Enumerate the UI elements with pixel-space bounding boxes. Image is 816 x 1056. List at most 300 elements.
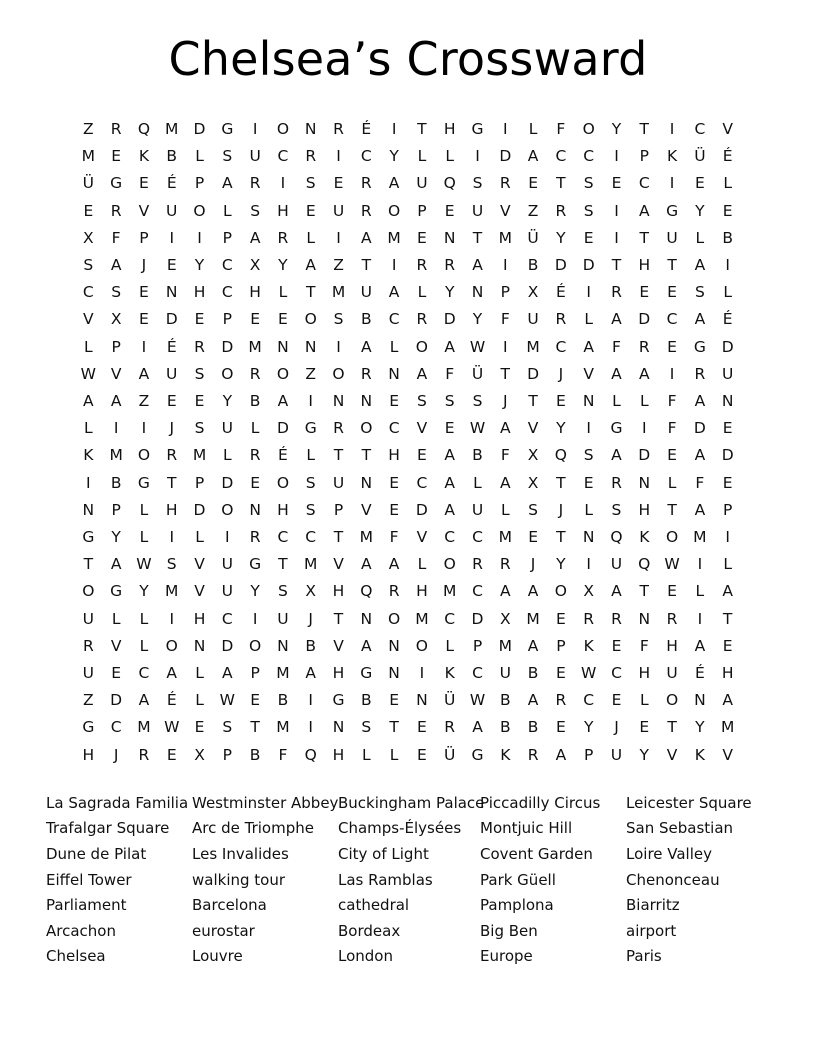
letter-cell[interactable]: A [527, 691, 539, 710]
letter-cell[interactable]: N [721, 392, 734, 411]
letter-cell[interactable]: C [416, 473, 428, 492]
letter-cell[interactable]: R [110, 201, 122, 220]
letter-cell[interactable]: W [469, 337, 486, 356]
letter-cell[interactable]: U [82, 664, 95, 683]
letter-cell[interactable]: U [666, 228, 678, 247]
letter-cell[interactable]: Y [111, 528, 121, 547]
letter-cell[interactable]: I [336, 228, 341, 247]
letter-cell[interactable]: B [305, 636, 317, 655]
letter-cell[interactable]: I [697, 555, 703, 574]
letter-cell[interactable]: D [221, 636, 234, 655]
letter-cell[interactable]: É [166, 174, 177, 193]
letter-cell[interactable]: H [332, 664, 345, 683]
letter-cell[interactable]: D [638, 310, 651, 329]
letter-cell[interactable]: É [555, 283, 566, 302]
letter-cell[interactable]: E [667, 446, 677, 465]
letter-cell[interactable]: P [417, 201, 427, 220]
letter-cell[interactable]: A [138, 364, 150, 383]
letter-cell[interactable]: S [444, 392, 455, 411]
letter-cell[interactable]: O [388, 609, 401, 628]
letter-cell[interactable]: Z [305, 364, 317, 383]
letter-cell[interactable]: I [169, 228, 175, 247]
letter-cell[interactable]: M [248, 337, 262, 356]
letter-cell[interactable]: N [443, 228, 456, 247]
word-list-item[interactable]: City of Light [338, 845, 429, 864]
letter-cell[interactable]: B [472, 446, 483, 465]
letter-cell[interactable]: T [389, 718, 399, 737]
letter-cell[interactable]: E [722, 419, 733, 438]
letter-cell[interactable]: B [527, 718, 539, 737]
letter-cell[interactable]: A [222, 664, 233, 683]
letter-cell[interactable]: A [611, 310, 622, 329]
letter-cell[interactable]: R [583, 609, 595, 628]
letter-cell[interactable]: Q [554, 446, 567, 465]
letter-cell[interactable]: L [361, 745, 371, 764]
letter-cell[interactable]: C [472, 582, 483, 601]
letter-cell[interactable]: I [141, 337, 147, 356]
letter-cell[interactable]: A [555, 745, 567, 764]
letter-cell[interactable]: S [166, 555, 177, 574]
letter-cell[interactable]: G [137, 473, 150, 492]
letter-cell[interactable]: X [583, 582, 594, 601]
letter-cell[interactable]: Z [333, 256, 344, 275]
letter-cell[interactable]: X [305, 582, 317, 601]
letter-cell[interactable]: P [194, 174, 205, 193]
letter-cell[interactable]: T [639, 228, 649, 247]
letter-cell[interactable]: É [722, 310, 733, 329]
letter-cell[interactable]: N [388, 664, 400, 683]
letter-cell[interactable]: N [360, 473, 373, 492]
letter-cell[interactable]: N [638, 473, 651, 492]
letter-cell[interactable]: A [527, 147, 539, 166]
letter-cell[interactable]: J [113, 745, 119, 764]
letter-cell[interactable]: D [443, 310, 456, 329]
letter-cell[interactable]: A [722, 691, 733, 710]
letter-cell[interactable]: S [305, 174, 316, 193]
letter-cell[interactable]: E [528, 174, 538, 193]
letter-cell[interactable]: T [722, 609, 733, 628]
word-list-item[interactable]: Montjuic Hill [480, 819, 573, 838]
letter-cell[interactable]: R [194, 337, 205, 356]
letter-cell[interactable]: C [694, 120, 706, 138]
letter-cell[interactable]: R [249, 174, 261, 193]
letter-cell[interactable]: T [278, 555, 288, 574]
letter-cell[interactable]: J [308, 609, 313, 628]
letter-cell[interactable]: E [555, 609, 566, 628]
letter-cell[interactable]: N [165, 283, 178, 302]
letter-cell[interactable]: U [610, 745, 623, 764]
letter-cell[interactable]: S [194, 364, 205, 383]
letter-cell[interactable]: S [277, 582, 288, 601]
letter-cell[interactable]: D [582, 256, 595, 275]
letter-cell[interactable]: N [582, 528, 595, 547]
letter-cell[interactable]: A [361, 555, 372, 574]
letter-cell[interactable]: N [82, 500, 95, 519]
letter-cell[interactable]: X [527, 283, 539, 302]
letter-cell[interactable]: A [499, 419, 511, 438]
letter-cell[interactable]: V [416, 528, 428, 547]
letter-cell[interactable]: O [582, 120, 595, 138]
letter-cell[interactable]: I [697, 609, 703, 628]
letter-cell[interactable]: P [250, 664, 260, 683]
letter-cell[interactable]: V [83, 310, 94, 329]
letter-cell[interactable]: T [472, 228, 483, 247]
letter-cell[interactable]: T [333, 446, 344, 465]
letter-cell[interactable]: O [304, 310, 317, 329]
letter-cell[interactable]: V [583, 364, 594, 383]
letter-cell[interactable]: T [639, 582, 649, 601]
letter-cell[interactable]: L [389, 337, 399, 356]
letter-cell[interactable]: E [389, 500, 399, 519]
letter-cell[interactable]: E [166, 256, 177, 275]
letter-cell[interactable]: T [166, 473, 177, 492]
letter-cell[interactable]: C [277, 528, 289, 547]
letter-cell[interactable]: H [332, 582, 345, 601]
letter-cell[interactable]: A [166, 664, 178, 683]
letter-cell[interactable]: Y [139, 582, 149, 601]
letter-cell[interactable]: V [722, 745, 733, 764]
letter-cell[interactable]: P [111, 500, 121, 519]
letter-cell[interactable]: L [723, 555, 732, 574]
letter-cell[interactable]: I [308, 392, 313, 411]
letter-cell[interactable]: O [388, 201, 401, 220]
letter-cell[interactable]: N [277, 636, 289, 655]
letter-cell[interactable]: A [361, 636, 372, 655]
letter-cell[interactable]: H [721, 664, 734, 683]
word-list-item[interactable]: Louvre [192, 947, 243, 966]
letter-cell[interactable]: A [222, 174, 233, 193]
letter-cell[interactable]: K [500, 745, 511, 764]
letter-cell[interactable]: B [360, 691, 372, 710]
letter-cell[interactable]: R [305, 147, 317, 166]
letter-cell[interactable]: S [583, 446, 594, 465]
word-list-item[interactable]: Leicester Square [626, 793, 752, 812]
letter-cell[interactable]: A [694, 392, 706, 411]
letter-cell[interactable]: Ü [444, 745, 456, 764]
letter-cell[interactable]: Y [695, 718, 705, 737]
letter-cell[interactable]: E [250, 691, 261, 710]
letter-cell[interactable]: C [221, 283, 233, 302]
letter-cell[interactable]: U [721, 364, 734, 383]
letter-cell[interactable]: X [249, 256, 261, 275]
letter-cell[interactable]: R [666, 609, 678, 628]
letter-cell[interactable]: H [165, 500, 178, 519]
letter-cell[interactable]: X [499, 609, 511, 628]
letter-cell[interactable]: A [611, 364, 622, 383]
letter-cell[interactable]: G [249, 555, 262, 574]
letter-cell[interactable]: R [388, 582, 400, 601]
letter-cell[interactable]: R [555, 201, 567, 220]
letter-cell[interactable]: S [305, 473, 316, 492]
word-list-item[interactable]: Biarritz [626, 896, 680, 915]
letter-cell[interactable]: L [528, 120, 538, 138]
letter-cell[interactable]: T [500, 364, 511, 383]
letter-cell[interactable]: W [136, 555, 152, 574]
letter-cell[interactable]: O [665, 691, 679, 710]
letter-cell[interactable]: V [110, 364, 122, 383]
letter-cell[interactable]: L [667, 473, 677, 492]
word-list-item[interactable]: Chelsea [46, 947, 106, 966]
letter-cell[interactable]: F [111, 228, 121, 247]
letter-cell[interactable]: L [445, 147, 455, 166]
letter-cell[interactable]: D [276, 419, 289, 438]
letter-cell[interactable]: N [249, 500, 261, 519]
letter-cell[interactable]: I [669, 174, 675, 193]
letter-cell[interactable]: S [250, 201, 261, 220]
letter-cell[interactable]: J [141, 256, 147, 275]
letter-cell[interactable]: A [472, 256, 483, 275]
letter-cell[interactable]: I [503, 120, 508, 138]
letter-cell[interactable]: E [333, 174, 344, 193]
letter-cell[interactable]: J [530, 555, 536, 574]
letter-cell[interactable]: E [83, 201, 94, 220]
letter-cell[interactable]: G [304, 419, 317, 438]
letter-cell[interactable]: M [498, 528, 512, 547]
letter-cell[interactable]: L [278, 283, 288, 302]
letter-cell[interactable]: K [583, 636, 594, 655]
letter-cell[interactable]: I [641, 419, 647, 438]
letter-cell[interactable]: O [193, 201, 206, 220]
letter-cell[interactable]: U [221, 555, 233, 574]
letter-cell[interactable]: G [110, 582, 123, 601]
letter-cell[interactable]: W [80, 364, 96, 383]
letter-cell[interactable]: S [111, 283, 122, 302]
letter-cell[interactable]: Z [527, 201, 539, 220]
letter-cell[interactable]: O [249, 636, 262, 655]
letter-cell[interactable]: L [195, 691, 204, 710]
letter-cell[interactable]: V [666, 745, 678, 764]
letter-cell[interactable]: R [249, 446, 261, 465]
letter-cell[interactable]: S [222, 718, 233, 737]
letter-cell[interactable]: S [583, 174, 594, 193]
letter-cell[interactable]: É [166, 337, 177, 356]
letter-cell[interactable]: A [83, 392, 94, 411]
letter-cell[interactable]: P [722, 500, 733, 519]
letter-cell[interactable]: R [444, 256, 456, 275]
letter-cell[interactable]: A [388, 174, 400, 193]
word-list-item[interactable]: Parliament [46, 896, 127, 915]
letter-cell[interactable]: G [693, 337, 706, 356]
letter-cell[interactable]: M [443, 582, 457, 601]
letter-cell[interactable]: L [584, 500, 593, 519]
letter-cell[interactable]: E [305, 201, 316, 220]
letter-cell[interactable]: P [222, 228, 232, 247]
letter-cell[interactable]: L [195, 528, 204, 547]
letter-cell[interactable]: X [83, 228, 94, 247]
letter-cell[interactable]: V [333, 636, 344, 655]
letter-cell[interactable]: S [694, 283, 705, 302]
letter-cell[interactable]: Y [444, 283, 455, 302]
letter-cell[interactable]: L [417, 147, 427, 166]
letter-cell[interactable]: É [694, 664, 705, 683]
letter-cell[interactable]: L [139, 528, 149, 547]
word-list-item[interactable]: Loire Valley [626, 845, 713, 864]
letter-cell[interactable]: M [526, 609, 540, 628]
letter-cell[interactable]: L [417, 283, 427, 302]
letter-cell[interactable]: W [469, 419, 486, 438]
letter-cell[interactable]: N [304, 337, 317, 356]
letter-cell[interactable]: Q [610, 528, 623, 547]
letter-cell[interactable]: S [83, 256, 94, 275]
letter-cell[interactable]: H [638, 500, 651, 519]
letter-cell[interactable]: H [249, 283, 261, 302]
letter-cell[interactable]: I [475, 147, 480, 166]
letter-cell[interactable]: E [555, 392, 566, 411]
letter-cell[interactable]: I [280, 174, 286, 193]
letter-cell[interactable]: M [359, 528, 373, 547]
letter-cell[interactable]: C [472, 528, 483, 547]
letter-cell[interactable]: S [611, 500, 622, 519]
letter-cell[interactable]: L [473, 473, 482, 492]
letter-cell[interactable]: F [445, 364, 455, 383]
letter-cell[interactable]: A [444, 473, 455, 492]
letter-cell[interactable]: R [333, 419, 344, 438]
letter-cell[interactable]: L [306, 228, 316, 247]
letter-cell[interactable]: J [558, 500, 564, 519]
letter-cell[interactable]: F [556, 120, 566, 138]
letter-cell[interactable]: A [583, 337, 594, 356]
letter-cell[interactable]: I [252, 120, 258, 138]
letter-cell[interactable]: R [499, 555, 511, 574]
letter-cell[interactable]: E [694, 174, 705, 193]
letter-cell[interactable]: A [444, 337, 455, 356]
letter-cell[interactable]: U [360, 283, 372, 302]
letter-cell[interactable]: R [360, 201, 372, 220]
letter-cell[interactable]: R [138, 745, 150, 764]
letter-cell[interactable]: G [221, 120, 234, 138]
word-list-item[interactable]: Barcelona [192, 896, 267, 915]
letter-cell[interactable]: D [499, 147, 512, 166]
letter-cell[interactable]: T [556, 174, 566, 193]
letter-cell[interactable]: R [694, 364, 706, 383]
letter-cell[interactable]: T [667, 500, 677, 519]
letter-cell[interactable]: C [555, 337, 567, 356]
letter-cell[interactable]: U [221, 582, 233, 601]
letter-cell[interactable]: S [472, 174, 483, 193]
letter-cell[interactable]: K [138, 147, 150, 166]
letter-cell[interactable]: Y [556, 228, 566, 247]
letter-cell[interactable]: E [611, 691, 622, 710]
word-list-item[interactable]: Paris [626, 947, 662, 966]
letter-cell[interactable]: L [195, 147, 204, 166]
letter-cell[interactable]: A [388, 555, 400, 574]
letter-cell[interactable]: D [110, 691, 123, 710]
letter-cell[interactable]: M [693, 528, 707, 547]
letter-cell[interactable]: V [361, 500, 372, 519]
letter-cell[interactable]: O [276, 473, 290, 492]
letter-cell[interactable]: D [693, 419, 706, 438]
letter-cell[interactable]: E [444, 201, 455, 220]
letter-cell[interactable]: N [416, 691, 428, 710]
letter-cell[interactable]: A [499, 582, 511, 601]
letter-cell[interactable]: H [193, 609, 206, 628]
letter-cell[interactable]: E [639, 718, 650, 737]
letter-cell[interactable]: S [305, 500, 316, 519]
letter-cell[interactable]: N [694, 691, 706, 710]
letter-cell[interactable]: T [333, 528, 344, 547]
word-list-item[interactable]: Trafalgar Square [46, 819, 170, 838]
letter-cell[interactable]: X [527, 473, 539, 492]
letter-cell[interactable]: N [471, 283, 484, 302]
letter-cell[interactable]: R [444, 718, 456, 737]
letter-cell[interactable]: P [584, 745, 594, 764]
letter-cell[interactable]: B [722, 228, 733, 247]
letter-cell[interactable]: O [360, 419, 373, 438]
letter-cell[interactable]: C [444, 609, 456, 628]
word-list-item[interactable]: Park Güell [480, 870, 556, 889]
letter-cell[interactable]: D [471, 609, 484, 628]
letter-cell[interactable]: A [361, 228, 372, 247]
letter-cell[interactable]: A [694, 446, 706, 465]
letter-cell[interactable]: V [333, 555, 344, 574]
letter-cell[interactable]: I [391, 256, 397, 275]
letter-cell[interactable]: P [194, 473, 205, 492]
word-list-item[interactable]: cathedral [338, 896, 410, 915]
letter-cell[interactable]: E [139, 283, 149, 302]
letter-cell[interactable]: E [194, 392, 205, 411]
letter-cell[interactable]: H [193, 283, 206, 302]
letter-cell[interactable]: F [500, 310, 510, 329]
letter-cell[interactable]: R [333, 120, 344, 138]
letter-cell[interactable]: D [415, 500, 428, 519]
letter-cell[interactable]: É [166, 691, 177, 710]
letter-cell[interactable]: A [361, 337, 372, 356]
letter-cell[interactable]: T [333, 609, 344, 628]
letter-cell[interactable]: P [556, 636, 566, 655]
letter-cell[interactable]: E [250, 310, 261, 329]
letter-cell[interactable]: C [583, 147, 595, 166]
letter-cell[interactable]: D [638, 446, 651, 465]
letter-cell[interactable]: A [694, 256, 706, 275]
letter-cell[interactable]: Q [304, 745, 317, 764]
letter-cell[interactable]: M [498, 228, 512, 247]
letter-cell[interactable]: E [389, 691, 399, 710]
letter-cell[interactable]: L [250, 419, 260, 438]
letter-cell[interactable]: R [472, 555, 483, 574]
letter-cell[interactable]: F [639, 636, 649, 655]
letter-cell[interactable]: T [250, 718, 260, 737]
letter-cell[interactable]: L [639, 392, 649, 411]
letter-cell[interactable]: R [611, 473, 622, 492]
letter-cell[interactable]: W [469, 691, 486, 710]
letter-cell[interactable]: T [305, 283, 316, 302]
letter-cell[interactable]: E [722, 636, 733, 655]
letter-cell[interactable]: X [194, 745, 205, 764]
word-list-item[interactable]: Dune de Pilat [46, 845, 147, 864]
letter-cell[interactable]: M [276, 664, 290, 683]
letter-cell[interactable]: Y [556, 555, 566, 574]
letter-cell[interactable]: F [667, 392, 677, 411]
letter-cell[interactable]: R [638, 337, 650, 356]
letter-cell[interactable]: D [721, 337, 734, 356]
letter-cell[interactable]: R [555, 310, 567, 329]
letter-cell[interactable]: I [336, 147, 341, 166]
letter-cell[interactable]: Y [222, 392, 233, 411]
letter-cell[interactable]: X [110, 310, 122, 329]
letter-cell[interactable]: S [222, 147, 233, 166]
letter-cell[interactable]: D [165, 310, 178, 329]
word-list-item[interactable]: Champs-Élysées [338, 819, 462, 838]
letter-cell[interactable]: F [389, 528, 399, 547]
letter-cell[interactable]: E [417, 745, 427, 764]
letter-cell[interactable]: I [197, 228, 202, 247]
letter-cell[interactable]: O [165, 636, 178, 655]
letter-cell[interactable]: E [722, 473, 733, 492]
letter-cell[interactable]: M [415, 609, 429, 628]
letter-cell[interactable]: V [416, 419, 428, 438]
letter-cell[interactable]: A [722, 582, 733, 601]
letter-cell[interactable]: G [610, 419, 623, 438]
